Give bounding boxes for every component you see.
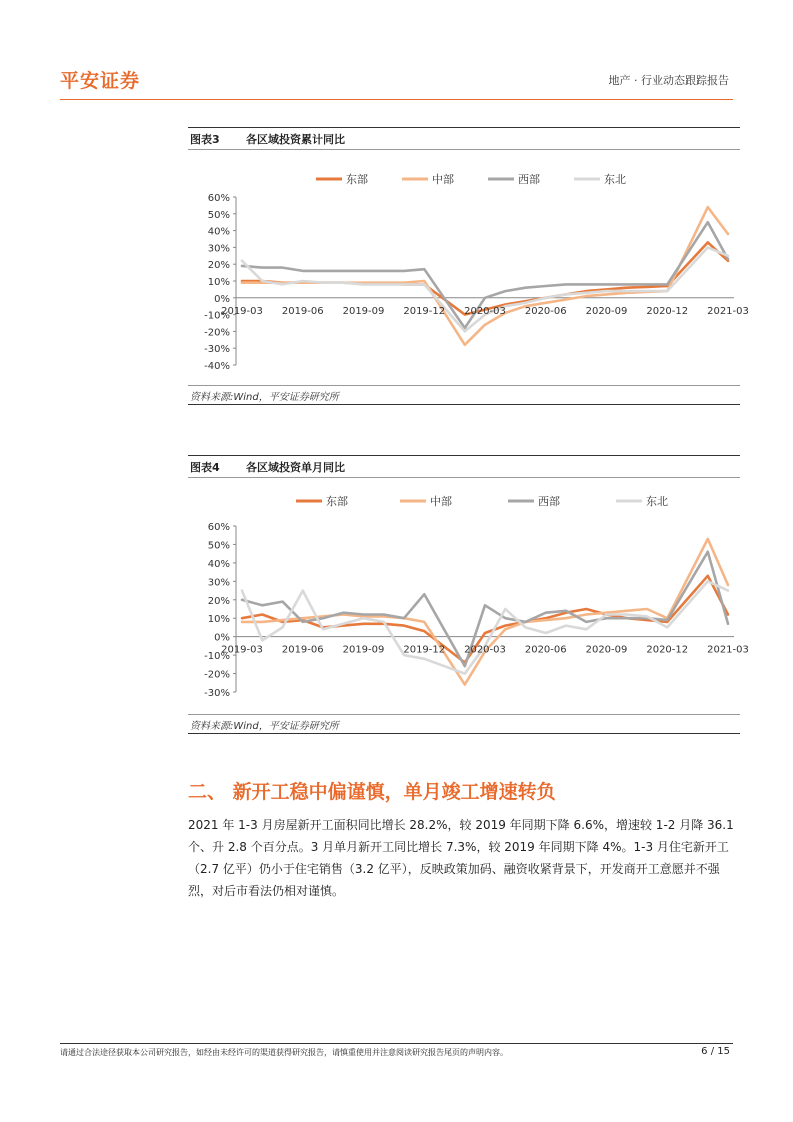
figure-source: 资料来源:Wind，平安证券研究所 bbox=[190, 392, 339, 403]
section-paragraph: 2021 年 1-3 月房屋新开工面积同比增长 28.2%，较 2019 年同期下降 6.6%，增速较 1-2 月降 36.1 个、升 2.8 个百分点。3 月单月新开工同比增长 7.3%，较 2019 年同期下降 4%。1-3 月住宅新开工（2.7 亿平）仍小于住宅销售（3.2 亿平），反映政策加码、融资收紧背景下，开发商开工意愿并不强烈，对后市看法仍相对谨慎。 bbox=[188, 818, 734, 898]
y-tick-label: 40% bbox=[207, 558, 230, 570]
x-tick-label: 2019-03 bbox=[221, 305, 263, 317]
legend-label: 东北 bbox=[604, 173, 626, 186]
section-heading: 二、 新开工稳中偏谨慎，单月竣工增速转负 bbox=[188, 781, 556, 803]
legend-label: 东部 bbox=[346, 173, 368, 186]
y-tick-label: 0% bbox=[214, 632, 230, 644]
legend-label: 中部 bbox=[430, 495, 452, 508]
x-tick-label: 2019-09 bbox=[342, 305, 385, 317]
legend-label: 中部 bbox=[432, 173, 454, 186]
report-category: 地产 · 行业动态跟踪报告 bbox=[608, 74, 729, 87]
y-tick-label: 30% bbox=[207, 577, 230, 589]
figure-title: 各区域投资单月同比 bbox=[246, 461, 345, 474]
series-line bbox=[242, 242, 728, 314]
y-tick-label: 10% bbox=[207, 277, 230, 288]
figure-title: 各区域投资累计同比 bbox=[246, 133, 345, 146]
x-tick-label: 2020-09 bbox=[585, 305, 628, 317]
figure-label: 图表3 bbox=[190, 133, 220, 146]
figure-source-bar bbox=[188, 385, 740, 405]
x-tick-label: 2020-03 bbox=[464, 644, 506, 656]
x-tick-label: 2020-12 bbox=[646, 305, 689, 317]
series-line bbox=[242, 581, 728, 673]
y-tick-label: -30% bbox=[204, 688, 230, 699]
series-line bbox=[242, 207, 728, 345]
x-tick-label: 2019-09 bbox=[342, 644, 385, 656]
chart-cumulative-investment-yoy bbox=[188, 149, 749, 384]
figure-source-bar bbox=[188, 714, 740, 734]
y-tick-label: 50% bbox=[207, 209, 230, 221]
x-tick-label: 2019-03 bbox=[221, 644, 263, 656]
x-tick-label: 2020-03 bbox=[464, 305, 506, 317]
figure-title-bar bbox=[188, 455, 740, 478]
chart-monthly-investment-yoy bbox=[188, 477, 749, 715]
figure-title-bar bbox=[188, 127, 740, 150]
legend-label: 东北 bbox=[646, 495, 668, 508]
series-line bbox=[242, 247, 728, 331]
y-tick-label: 10% bbox=[207, 614, 230, 626]
y-tick-label: 0% bbox=[214, 293, 230, 305]
brand-logo: 平安证券 bbox=[60, 70, 141, 92]
y-tick-label: 50% bbox=[207, 540, 230, 552]
y-tick-label: -10% bbox=[204, 310, 230, 322]
y-tick-label: 60% bbox=[207, 193, 230, 204]
y-tick-label: -10% bbox=[204, 651, 230, 663]
page-number: 6 / 15 bbox=[701, 1046, 730, 1057]
x-tick-label: 2019-12 bbox=[403, 644, 446, 656]
y-tick-label: -30% bbox=[204, 344, 230, 356]
x-tick-label: 2019-12 bbox=[403, 305, 446, 317]
figure-4 bbox=[188, 455, 749, 733]
legend-label: 东部 bbox=[326, 495, 348, 508]
y-tick-label: -20% bbox=[204, 327, 230, 339]
x-tick-label: 2020-12 bbox=[646, 644, 689, 656]
x-tick-label: 2019-06 bbox=[281, 644, 324, 656]
x-tick-label: 2020-06 bbox=[524, 644, 567, 656]
x-tick-label: 2019-06 bbox=[281, 305, 324, 317]
figure-source: 资料来源:Wind，平安证券研究所 bbox=[190, 721, 339, 732]
x-tick-label: 2020-06 bbox=[524, 305, 567, 317]
y-tick-label: 20% bbox=[207, 260, 230, 272]
y-tick-label: -20% bbox=[204, 669, 230, 681]
legend-label: 西部 bbox=[538, 495, 560, 508]
y-tick-label: 30% bbox=[207, 243, 230, 255]
y-tick-label: 60% bbox=[207, 522, 230, 533]
figure-label: 图表4 bbox=[190, 461, 220, 474]
y-tick-label: -40% bbox=[204, 361, 230, 372]
header-divider bbox=[60, 99, 733, 100]
footer-divider bbox=[60, 1043, 733, 1044]
figure-3 bbox=[188, 127, 749, 403]
footer-disclaimer: 请通过合法途径获取本公司研究报告，如经由未经许可的渠道获得研究报告，请慎重使用并注意阅读研究报告尾页的声明内容。 bbox=[60, 1048, 508, 1057]
y-tick-label: 20% bbox=[207, 595, 230, 607]
y-tick-label: 40% bbox=[207, 226, 230, 238]
x-tick-label: 2020-09 bbox=[585, 644, 628, 656]
legend-label: 西部 bbox=[518, 173, 540, 186]
x-tick-label: 2021-03 bbox=[707, 644, 749, 656]
x-tick-label: 2021-03 bbox=[707, 305, 749, 317]
